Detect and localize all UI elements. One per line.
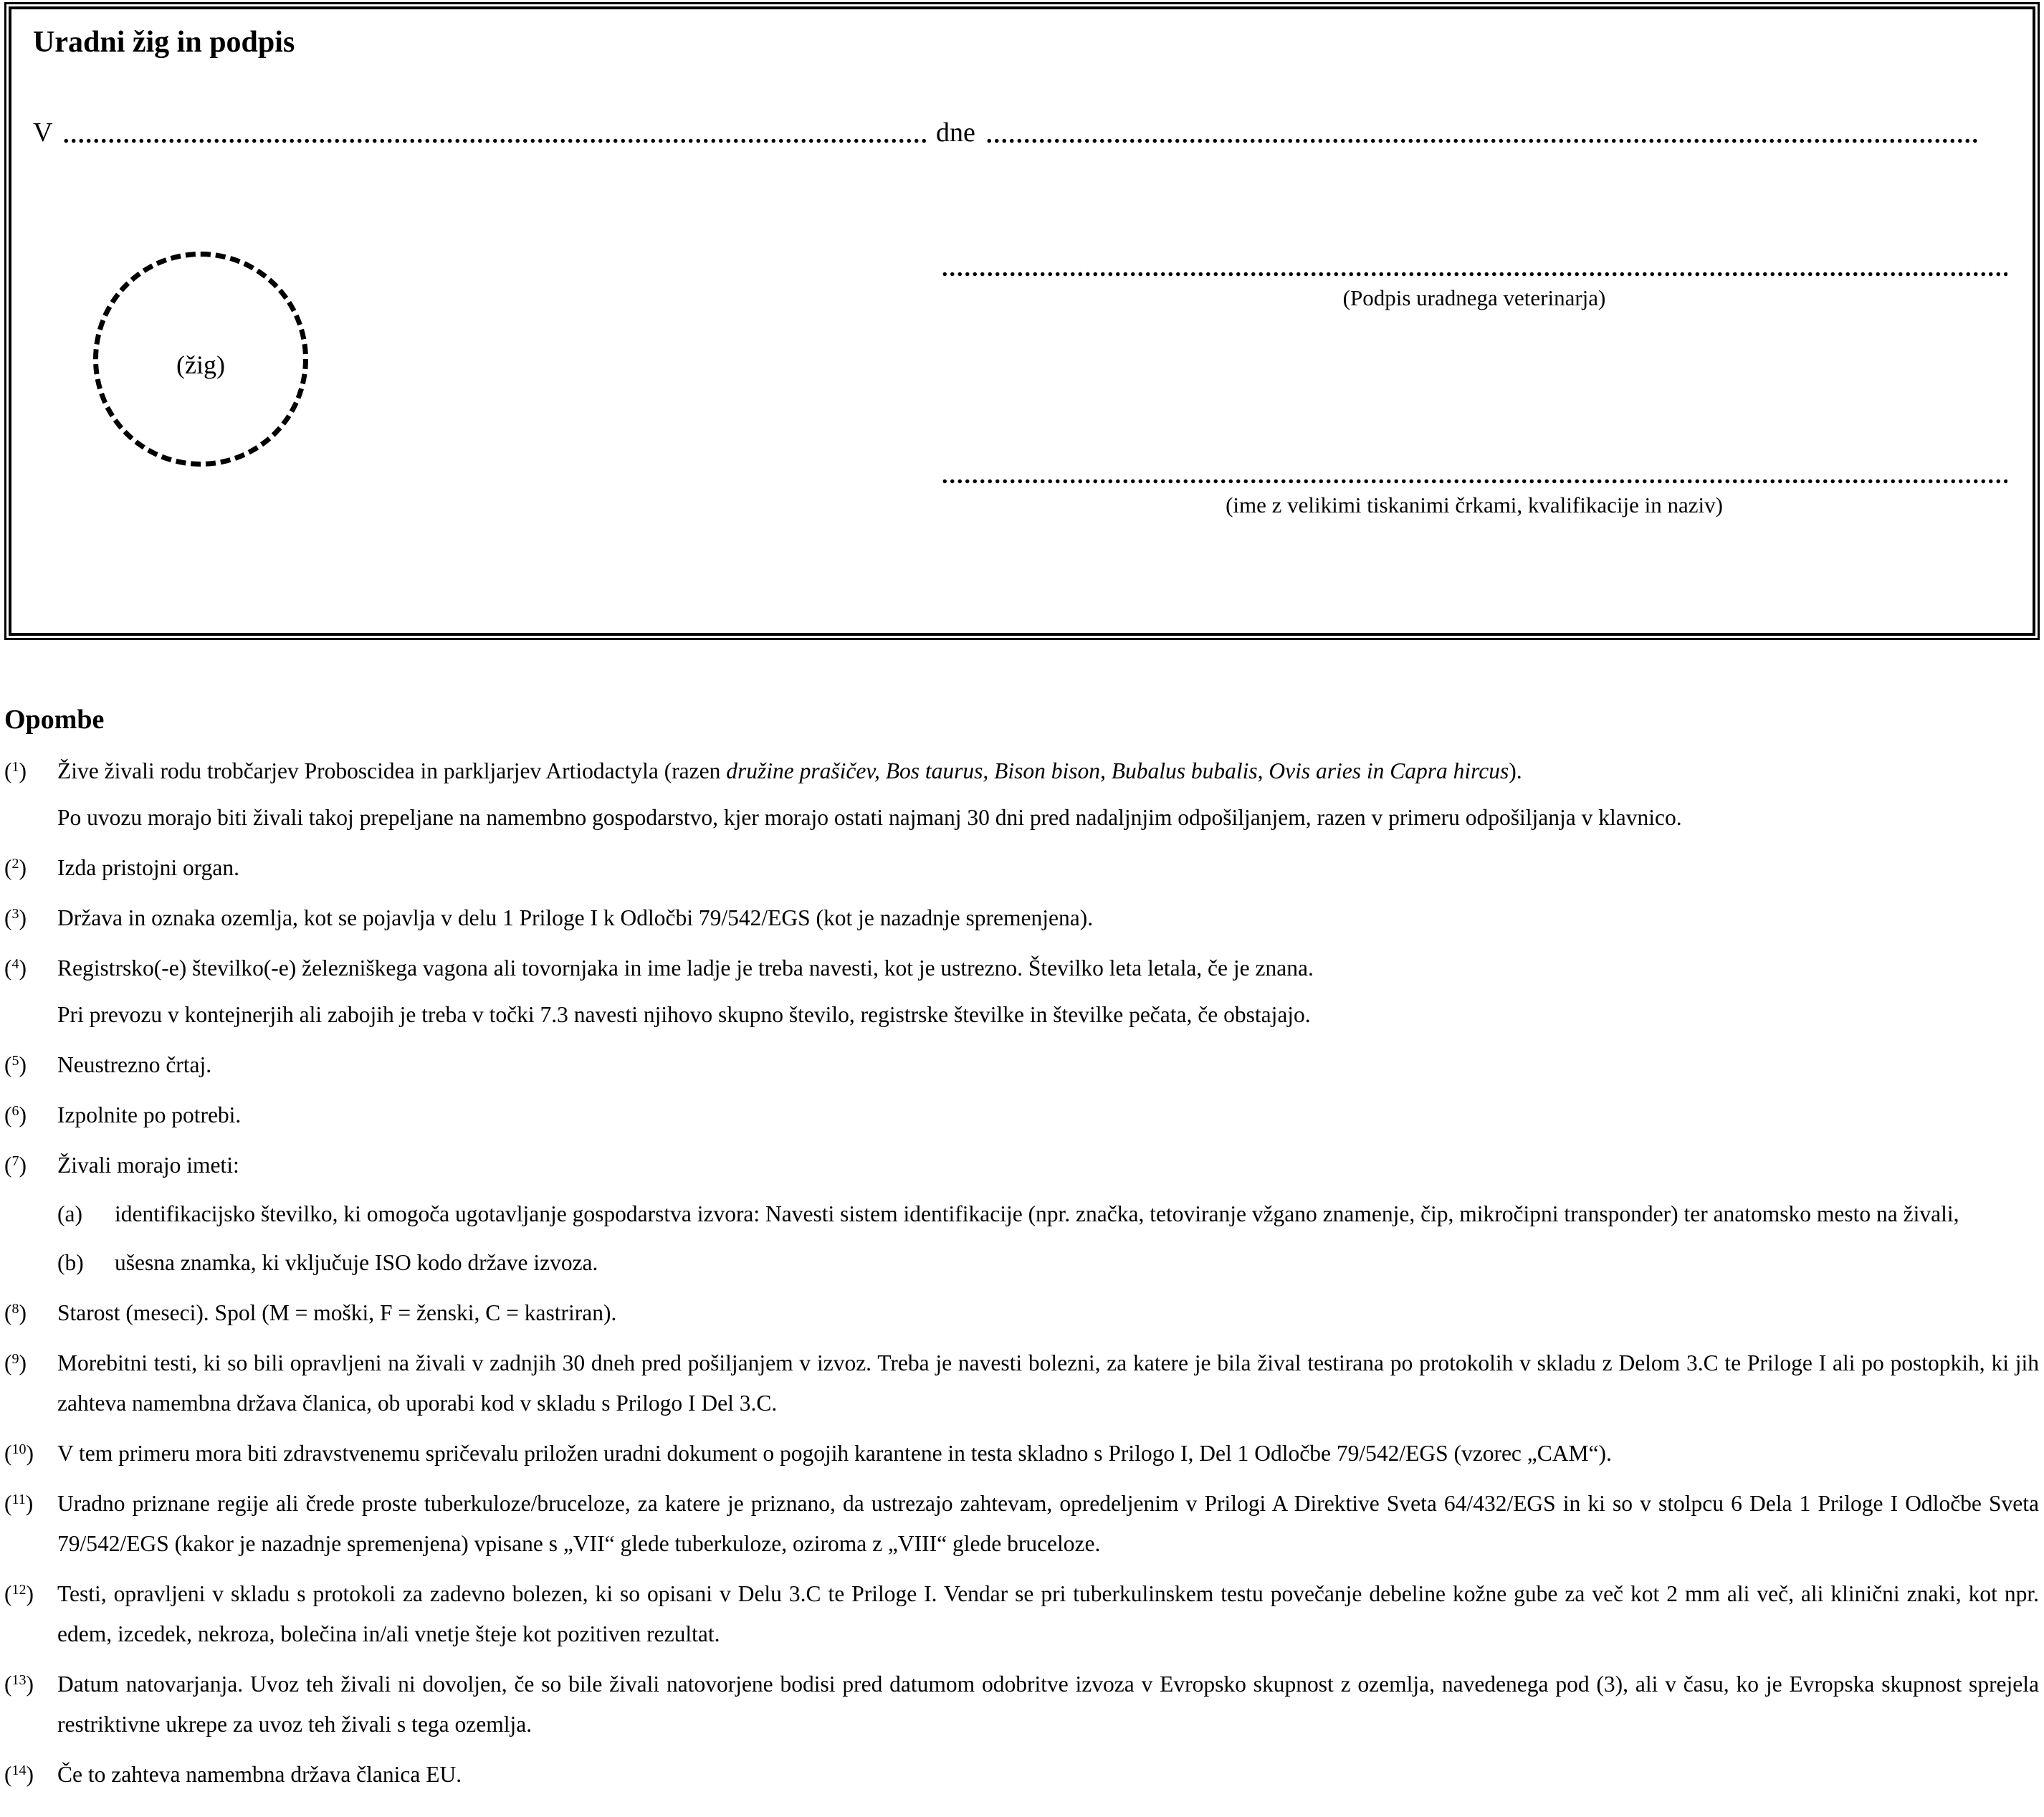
footnote-text: Morebitni testi, ki so bili opravljeni na živali v zadnjih 30 dneh pred pošiljanjem v izvoz. Treba je navesti bolezni, za katere je bila žival testirana po protokolih v skladu z Delom 3.C te Priloge I ali po postopkih, ki jih zahteva namembna država članica, ob uporabi kod v skladu s Prilogo I Del 3.C. [57,1350,2039,1416]
footnote-8 [4,1293,2039,1333]
date-fill-in-line[interactable] [985,138,1978,143]
footnote-text: Žive živali rodu trobčarjev Proboscidea in parkljarjev Artiodactyla (razen družine prašičev, Bos taurus, Bison bison, Bubalus bubalis, Ovis aries in Capra hircus). [57,758,1522,783]
section-title: Uradni žig in podpis [33,26,295,59]
footnote-marker: ($^9$) [4,1350,27,1375]
footnote-text: Živali morajo imeti: [57,1153,239,1178]
stamp-signature-box-inner-border [9,6,2035,636]
footnote-text: V tem primeru mora biti zdravstvenemu spričevalu priložen uradni dokument o pogojih karantene in testa skladno s Prilogo I, Del 1 Odločbe 79/542/EGS (vzorec „CAM“). [57,1441,1612,1466]
footnote-text: Izda pristojni organ. [57,855,239,880]
footnote-marker: ($^{11}$) [4,1491,34,1516]
place-label: V [33,118,53,148]
footnote-12 [4,1574,2039,1654]
stamp-placeholder-label: (žig) [176,350,225,379]
subitem-marker: (b) [57,1250,84,1275]
footnote-marker: ($^{13}$) [4,1671,34,1697]
footnote-2 [4,848,2039,888]
footnote-marker: ($^2$) [4,855,27,880]
footnote-1 [4,751,2039,838]
footnote-subitem-b [57,1243,2039,1283]
footnote-7 [4,1145,2039,1283]
footnote-9 [4,1343,2039,1423]
footnote-4 [4,948,2039,1035]
place-fill-in-line[interactable] [62,138,926,143]
footnote-text: Starost (meseci). Spol (M = moški, F = ženski, C = kastriran). [57,1300,617,1325]
footnote-marker: ($^{12}$) [4,1581,34,1606]
footnote-5 [4,1045,2039,1085]
footnote-text: Registrsko(-e) številko(-e) železniškega vagona ali tovornjaka in ime ladje je treba navesti, kot je ustrezno. Številko leta letala, če je znana. [57,955,1314,981]
place-date-row [33,117,1988,148]
name-caption: (ime z velikimi tiskanimi črkami, kvalifikacije in naziv) [1226,492,1723,518]
signature-fill-in-line[interactable] [941,272,2007,277]
footnote-marker: ($^3$) [4,905,27,930]
footnote-3 [4,898,2039,938]
subitem-text: identifikacijsko številko, ki omogoča ugotavljanje gospodarstva izvora: Navesti sistem identifikacije (npr. značka, tetoviranje vžgano znamenje, čip, mikročipni transponder) ter anatomsko mesto na živali, [115,1201,1959,1226]
footnote-marker: ($^7$) [4,1153,27,1178]
footnote-subitem-a [57,1194,2039,1234]
footnote-text: Testi, opravljeni v skladu s protokoli za zadevno bolezen, ki so opisani v Delu 3.C te Priloge I. Vendar se pri tuberkulinskem testu povečanje debeline kožne gube za več kot 2 mm ali več, ali klinični znaki, kot npr. edem, izcedek, nekroza, bolečina in/ali vnetje šteje kot pozitiven rezultat. [57,1581,2039,1646]
footnote-10 [4,1434,2039,1474]
notes-heading: Opombe [4,705,105,735]
footnote-13 [4,1664,2039,1745]
stamp-circle[interactable] [93,252,308,467]
signature-group [941,272,2007,311]
footnote-text: Pri prevozu v kontejnerjih ali zabojih je treba v točki 7.3 navesti njihovo skupno število, registrske številke in številke pečata, če obstajajo. [57,1002,1311,1027]
footnote-marker: ($^1$) [4,758,27,783]
date-label: dne [935,118,975,148]
footnote-text: Če to zahteva namembna država članica EU. [57,1762,462,1787]
footnote-marker: ($^{14}$) [4,1762,34,1787]
name-group [941,479,2007,518]
notes-section [4,704,2039,1805]
footnote-text: Država in oznaka ozemlja, kot se pojavlja v delu 1 Priloge I k Odločbi 79/542/EGS (kot je nazadnje spremenjena). [57,905,1094,930]
footnote-text: Po uvozu morajo biti živali takoj prepeljane na namembno gospodarstvo, kjer morajo ostati najmanj 30 dni pred nadaljnjim odpošiljanjem, razen v primeru odpošiljanja v klavnico. [57,805,1682,830]
stamp-signature-box [4,2,2040,640]
footnote-marker: ($^6$) [4,1102,27,1127]
subitem-text: ušesna znamka, ki vključuje ISO kodo države izvoza. [115,1250,598,1275]
footnote-text: Neustrezno črtaj. [57,1052,212,1077]
footnote-text: Izpolnite po potrebi. [57,1102,242,1127]
footnote-marker: ($^4$) [4,955,27,981]
footnote-text: Uradno priznane regije ali črede proste tuberkuloze/bruceloze, za katere je priznano, da ustrezajo zahtevam, opredeljenim v Prilogi A Direktive Sveta 64/432/EGS in ki so v stolpcu 6 Dela 1 Priloge I Odločbe Sveta 79/542/EGS (kakor je nazadnje spremenjena) vpisane s „VII“ glede tuberkuloze, oziroma z „VIII“ glede bruceloze. [57,1491,2039,1556]
footnote-text: Datum natovarjanja. Uvoz teh živali ni dovoljen, če so bile živali natovorjene bodisi pred datumom odobritve izvoza v Evropsko skupnost z ozemlja, navedenega pod (3), ali v času, ko je Evropska skupnost sprejela restriktivne ukrepe za uvoz teh živali s tega ozemlja. [57,1671,2039,1737]
footnote-marker: ($^{10}$) [4,1441,34,1466]
name-fill-in-line[interactable] [941,479,2007,484]
signature-caption: (Podpis uradnega veterinarja) [1342,285,1606,310]
footnote-11 [4,1484,2039,1564]
footnote-6 [4,1095,2039,1135]
footnote-marker: ($^8$) [4,1300,27,1325]
footnote-marker: ($^5$) [4,1052,27,1077]
subitem-marker: (a) [57,1201,82,1226]
footnote-14 [4,1755,2039,1795]
